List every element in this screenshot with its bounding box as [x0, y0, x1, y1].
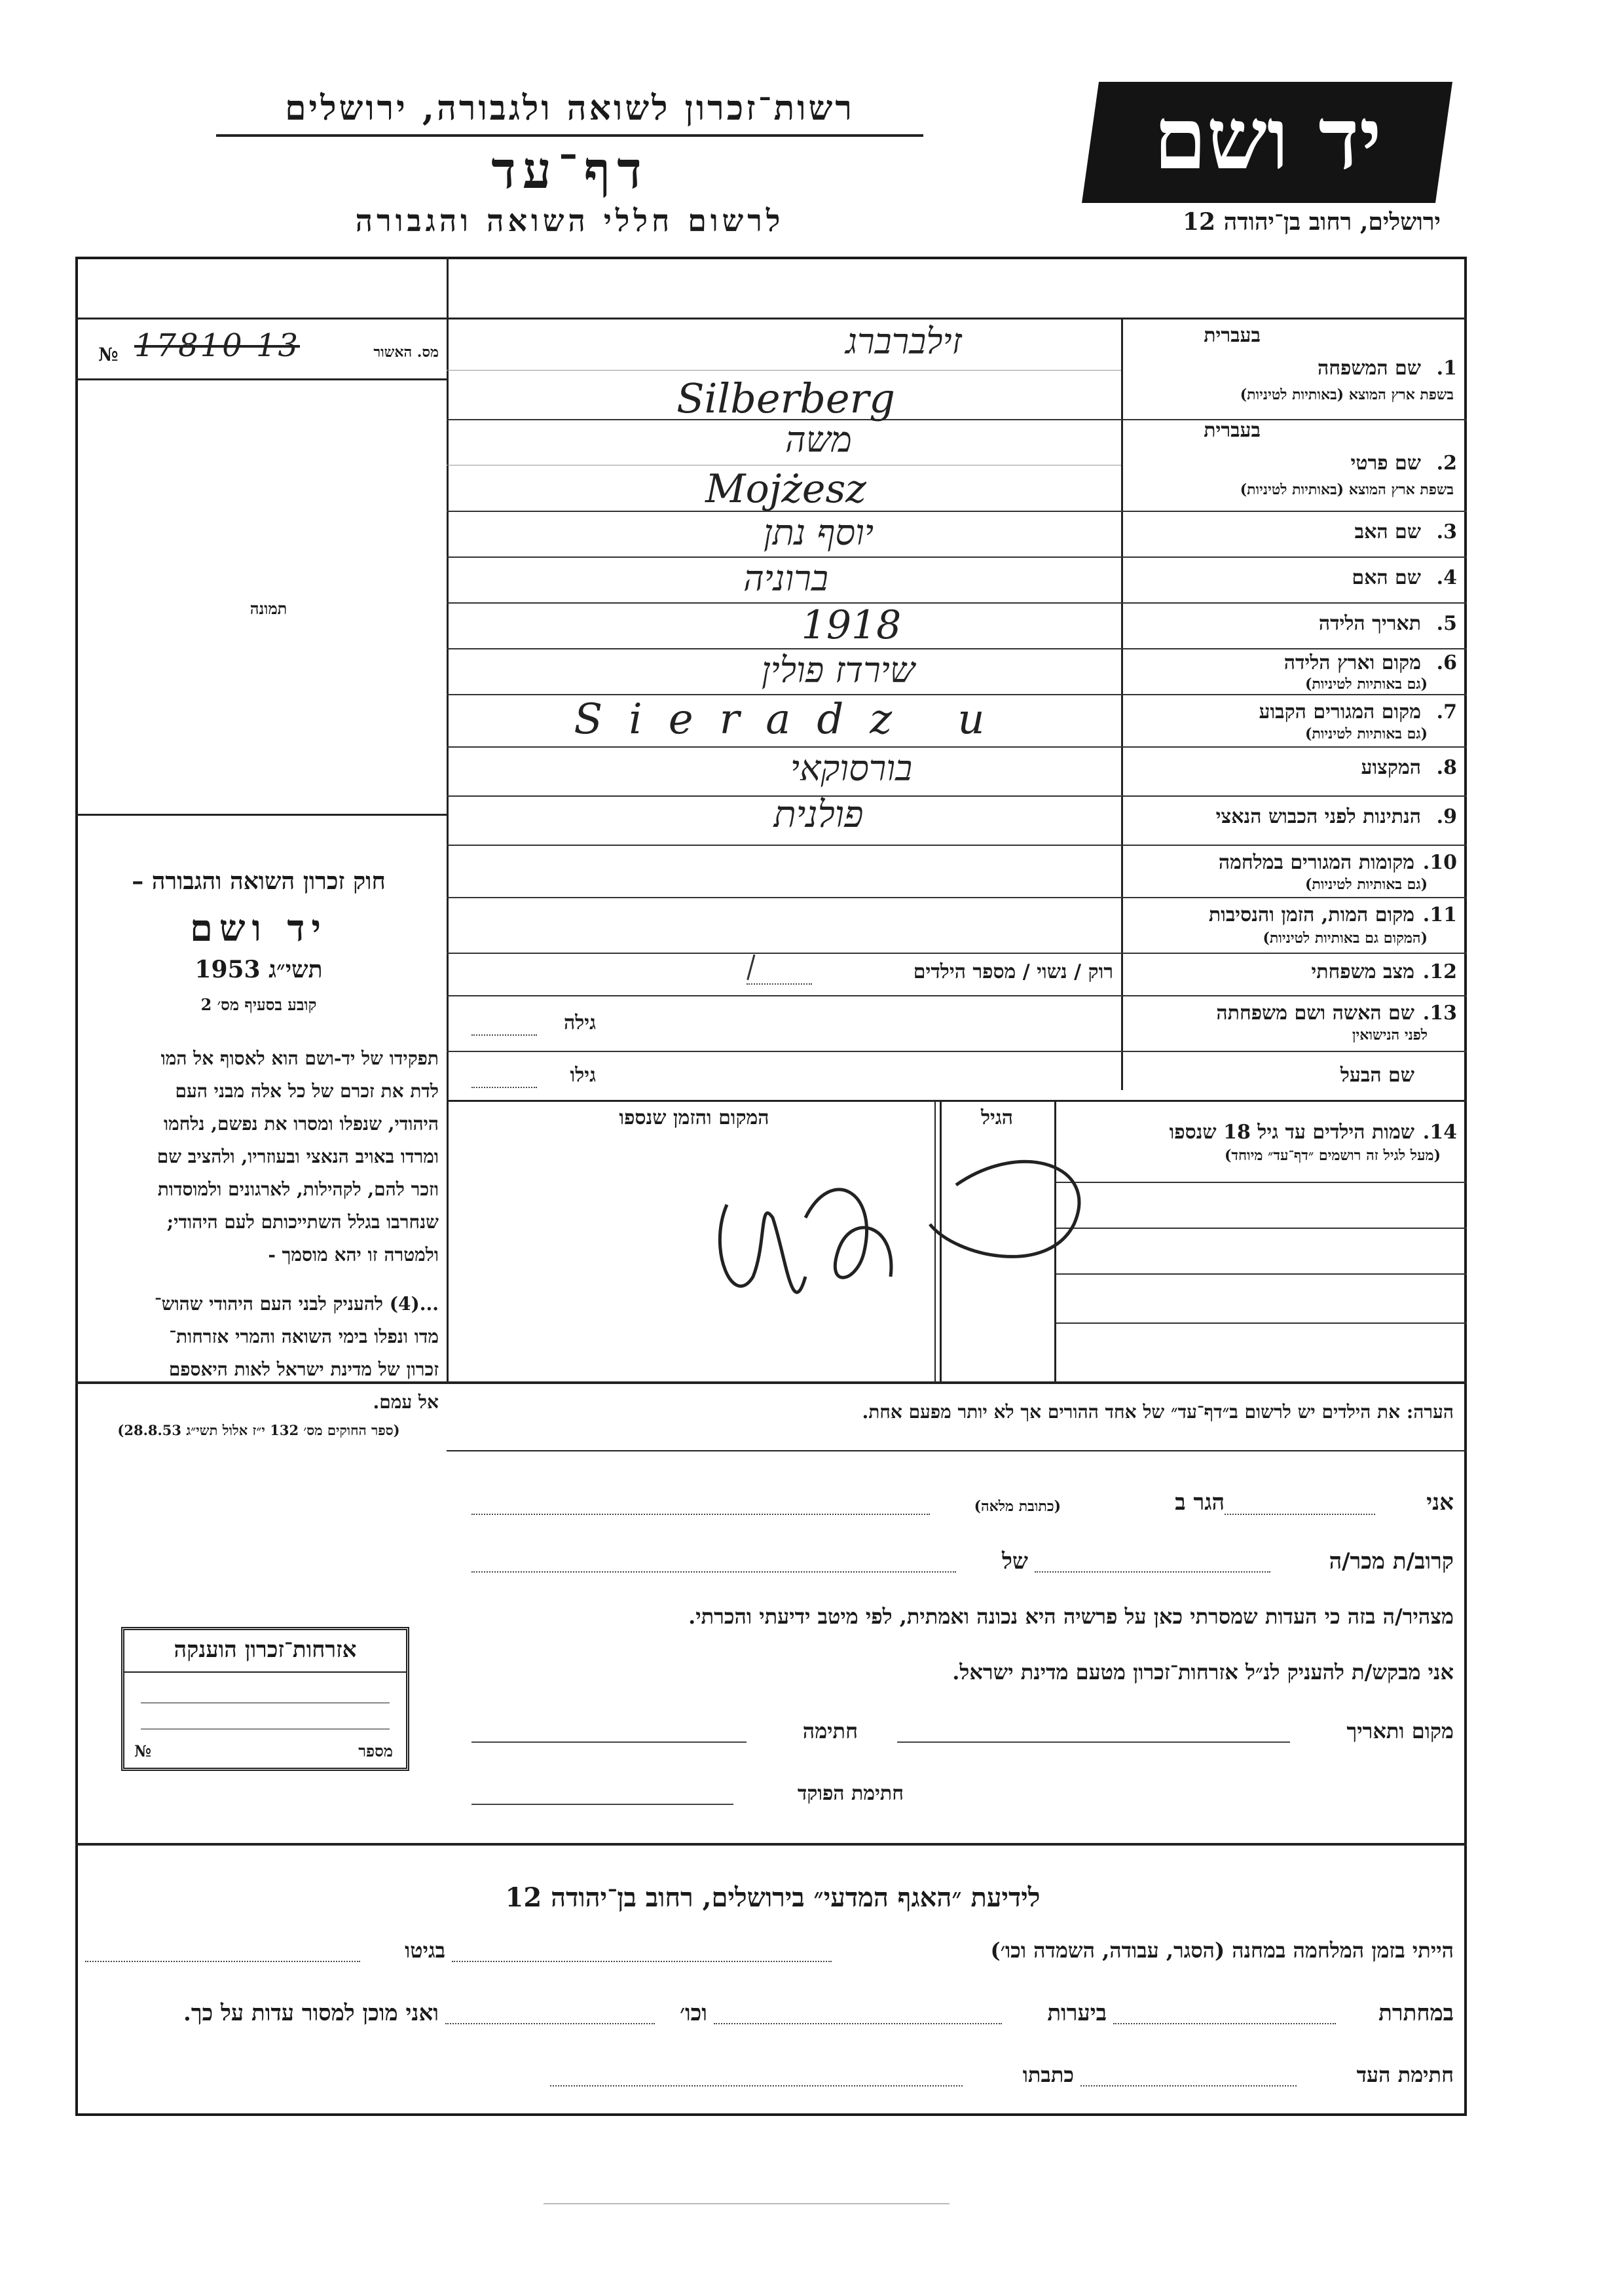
field-13-number: 13. [1422, 1002, 1457, 1025]
field-10-label: מקומות המגורים במלחמה [1218, 851, 1414, 874]
address: ירושלים, רחוב בן־יהודה 12 [1182, 208, 1441, 236]
husband-age-label: גילו [570, 1064, 596, 1087]
declaration-name-line[interactable] [1225, 1514, 1375, 1515]
field-9-value[interactable]: פולנית [773, 793, 864, 836]
field-4-value[interactable]: ברוניה [743, 558, 828, 599]
children-row-4 [1056, 1322, 1467, 1324]
field-3-value[interactable]: יוסף נתן [763, 512, 874, 553]
approval-number-label: מס. האשור [373, 344, 439, 361]
declaration-relative: קרוב/ת מכר/ה [1329, 1548, 1454, 1575]
citizenship-box-line-1[interactable] [141, 1702, 390, 1704]
field-12-number: 12. [1422, 960, 1457, 983]
footer-ghetto-line[interactable] [85, 1961, 360, 1962]
declaration-lives-in: הגר ב [1175, 1489, 1225, 1516]
footer-witness-signature-line[interactable] [1080, 2085, 1297, 2086]
rule-1 [447, 370, 1121, 371]
row-divider-14 [447, 1051, 1467, 1052]
law-text-8: ...(4) להעניק לבני העם היהודי שהוש־ [154, 1293, 439, 1315]
field-3-number: 3. [1436, 520, 1457, 543]
field-12-label: מצב משפחתי [1311, 960, 1414, 983]
footer-address-label: כתבתו [1022, 2062, 1074, 2087]
declaration-ani: אני [1426, 1489, 1454, 1516]
footer-forests-label: ביערות [1047, 2000, 1107, 2026]
photo-box [75, 378, 447, 814]
law-title-2: יד ושם [189, 907, 328, 950]
signature-line[interactable] [471, 1741, 747, 1743]
field-5-value[interactable]: 1918 [801, 602, 902, 648]
field-3-label: שם האב [1354, 520, 1421, 543]
footer-forests-line[interactable] [714, 2023, 1002, 2024]
field-13-sublabel: לפני הנישואין [1352, 1027, 1428, 1044]
law-text-9: מדו ונפלו בימי השואה והמרי אזרחות־ [169, 1326, 439, 1347]
row-divider-3 [447, 511, 1467, 512]
field-9-number: 9. [1436, 805, 1457, 828]
note-top [447, 1381, 1467, 1384]
citizenship-box-line-2[interactable] [141, 1728, 390, 1730]
signature-label: חתימה [802, 1719, 858, 1743]
field-7-value[interactable]: Sieradz u [574, 695, 1011, 744]
field-8-value[interactable]: בורסוקאי [790, 748, 913, 789]
declaration-address-hint: (כתובת מלאה) [974, 1498, 1061, 1515]
note-text: הערה: את הילדים יש לרשום ב״דף־עד״ של אחד ההורים אך לא יותר מפעם אחת. [862, 1401, 1454, 1423]
field-6-value[interactable]: שירדז פולין [761, 649, 915, 691]
field-8-number: 8. [1436, 756, 1457, 779]
declaration-of: של [1002, 1548, 1028, 1575]
field-10-number: 10. [1422, 851, 1457, 874]
field-11-sublabel: (המקום גם באותיות לטיניות) [1263, 930, 1428, 947]
declaration-statement: מצהיר/ה בזה כי העדות שמסרתי כאן על פרשיה היא נכונה ואמתית, לפי מיטב ידיעתי והכרתי. [688, 1604, 1454, 1629]
photo-bottom [75, 814, 447, 816]
field-9-label: הנתינות לפני הכבוש הנאצי [1215, 805, 1421, 828]
children-sublabel: (מעל לגיל זה רושמים ״דף־עד״ מיוחד) [1224, 1147, 1441, 1164]
footer-underground-label: במחתרת [1378, 2000, 1454, 2026]
citizenship-box-title: אזרחות־זכרון הוענקה [174, 1637, 357, 1663]
citizenship-box-no-sign: № [134, 1741, 152, 1760]
approval-number-value: 17810 13 [134, 327, 301, 364]
law-text-7: ולמטרה זו יהא מוסמך - [268, 1244, 439, 1266]
form-title: דף־עד [491, 141, 648, 200]
husband-label: שם הבעל [1340, 1064, 1414, 1087]
declaration-request: אני מבקש/ת להעניק לנ״ל אזרחות־זכרון מטעם מדינת ישראל. [952, 1660, 1454, 1685]
field-2-value-latin[interactable]: Mojżesz [705, 466, 866, 512]
children-col-age: הגיל [980, 1106, 1014, 1129]
field-1-label: שם המשפחה [1317, 357, 1421, 380]
law-text-5: וזכר להם, לקהילות, לארגונים ולמוסדות [157, 1178, 439, 1200]
footer-witness-signature-label: חתימת העד [1356, 2062, 1454, 2087]
field-1-value-hebrew[interactable]: זילברברג [845, 321, 962, 362]
law-text-2: לדת את זכרם של כל אלה מבני העם [175, 1080, 439, 1102]
footer-address-line[interactable] [550, 2085, 963, 2086]
row-divider-12 [447, 953, 1467, 954]
field-6-sublabel: (גם באותיות לטיניות) [1304, 676, 1428, 693]
field-2-sublabel: בשפת ארץ המוצא (באותיות לטיניות) [1240, 481, 1454, 498]
law-text-6: שנחרבו בגלל השתייכותם לעם היהודי; [166, 1211, 439, 1233]
field-1-lang: בעברית [1204, 324, 1261, 347]
form-subtitle: לרשום חללי השואה והגבורה [355, 203, 784, 238]
law-clause: קובע בסעיף מס׳ 2 [200, 995, 317, 1014]
field-7-number: 7. [1436, 701, 1457, 723]
footer-camp-text: הייתי בזמן המלחמה במחנה (הסגר, עבודה, השמדה וכו׳) [990, 1938, 1454, 1963]
declaration-relative-line[interactable] [1035, 1571, 1270, 1573]
footer-title: לידיעת ״האגף המדעי״ בירושלים, רחוב בן־יהודה 12 [505, 1882, 1041, 1913]
field-13-age-line[interactable] [471, 1034, 537, 1036]
field-4-number: 4. [1436, 566, 1457, 589]
law-text-10: זכרון של מדינת ישראל לאות היאספם [168, 1358, 439, 1380]
official-signature-label: חתימת הפוקד [797, 1782, 904, 1805]
scan-artifact-line [544, 2203, 950, 2204]
field-2-value-hebrew[interactable]: משה [785, 419, 852, 460]
field-8-label: המקצוע [1361, 756, 1421, 779]
field-7-sublabel: (גם באותיות לטיניות) [1304, 725, 1428, 742]
field-12-options[interactable]: רוק / נשוי / מספר הילדים [913, 960, 1113, 983]
row-divider-11 [447, 897, 1467, 898]
field-11-label: מקום המות, הזמן והנסיבות [1208, 903, 1414, 926]
field-10-sublabel: (גם באותיות לטיניות) [1304, 876, 1428, 893]
children-col-place: המקום והזמן שנספו [619, 1106, 769, 1129]
law-year: תשי״ג 1953 [194, 956, 323, 983]
authority-underline [216, 134, 923, 137]
logo-text: יד ושם [1153, 88, 1382, 189]
field-1-value-latin[interactable]: Silberberg [676, 374, 895, 422]
place-date-label: מקום ותאריך [1346, 1719, 1454, 1743]
children-number: 14. [1422, 1121, 1457, 1144]
footer-etc-label: וכו׳ [680, 2000, 707, 2026]
law-text-1: תפקידו של יד-ושם הוא לאסוף אל המו [160, 1048, 439, 1069]
law-text-11: אל עמם. [373, 1391, 439, 1413]
footer-camp-line[interactable] [452, 1961, 832, 1962]
approval-no-sign: № [98, 344, 119, 365]
row-divider-10 [447, 845, 1467, 846]
law-text-4: ומרדו באויב הנאצי ובעוזריו, ולהציב שם [157, 1146, 439, 1167]
children-row-1 [1056, 1182, 1467, 1183]
place-date-line[interactable] [897, 1741, 1290, 1743]
field-13-label: שם האשה ושם משפחתה [1216, 1002, 1414, 1025]
field-5-number: 5. [1436, 612, 1457, 635]
field-1-sublabel: בשפת ארץ המוצא (באותיות לטיניות) [1240, 386, 1454, 403]
label-column-divider [1121, 318, 1123, 1090]
note-bottom [447, 1450, 1467, 1451]
top-strip-inner-divider [447, 318, 1467, 319]
citizenship-box-divider [124, 1671, 406, 1673]
husband-age-line[interactable] [471, 1087, 537, 1088]
authority-title: רשות־זכרון לשואה ולגבורה, ירושלים [285, 88, 855, 128]
field-6-number: 6. [1436, 651, 1457, 674]
field-1-number: 1. [1436, 357, 1457, 380]
row-divider-13 [447, 995, 1467, 996]
field-2-lang: בעברית [1204, 419, 1261, 442]
field-6-label: מקום וארץ הלידה [1283, 651, 1421, 674]
children-row-2 [1056, 1228, 1467, 1229]
footer-etc-line[interactable] [445, 2023, 655, 2024]
field-13-age-label: גילה [563, 1011, 596, 1034]
note-top-left [75, 1381, 447, 1384]
children-row-3 [1056, 1273, 1467, 1275]
footer-top [75, 1843, 1467, 1846]
field-12-line [747, 983, 812, 985]
citizenship-box-number-label: מספר [358, 1741, 393, 1760]
law-source: (ספר החוקים מס׳ 132 י״ז אלול תשי״ג 28.8.53) [117, 1422, 400, 1438]
field-2-number: 2. [1436, 452, 1457, 475]
footer-ready-text: ואני מוכן למסור עדות על כך. [183, 2000, 439, 2026]
row-divider-9 [447, 795, 1467, 797]
children-handwritten [733, 1178, 904, 1240]
logo [1082, 82, 1452, 203]
footer-underground-line[interactable] [1113, 2023, 1336, 2024]
field-2-label: שם פרטי [1350, 452, 1421, 475]
field-4-label: שם האם [1352, 566, 1421, 589]
official-signature-line[interactable] [471, 1804, 733, 1805]
footer-ghetto-label: בגיטו [405, 1938, 445, 1963]
declaration-address-line[interactable] [471, 1514, 930, 1515]
field-5-label: תאריך הלידה [1318, 612, 1421, 635]
children-section-top [447, 1100, 1467, 1102]
left-column-divider [447, 257, 449, 1381]
row-divider-5 [447, 602, 1467, 604]
declaration-of-line[interactable] [471, 1571, 956, 1573]
field-11-number: 11. [1422, 903, 1457, 926]
photo-label: תמונה [249, 599, 287, 618]
field-7-label: מקום המגורים הקבוע [1259, 701, 1421, 723]
law-text-3: היהודי, שנפלו ומסרו את נפשם, נלחמו [163, 1113, 439, 1135]
children-label: שמות הילדים עד גיל 18 שנספו [1169, 1121, 1414, 1144]
law-title-1: חוק זכרון השואה והגבורה – [132, 867, 386, 895]
row-divider-4 [447, 556, 1467, 558]
